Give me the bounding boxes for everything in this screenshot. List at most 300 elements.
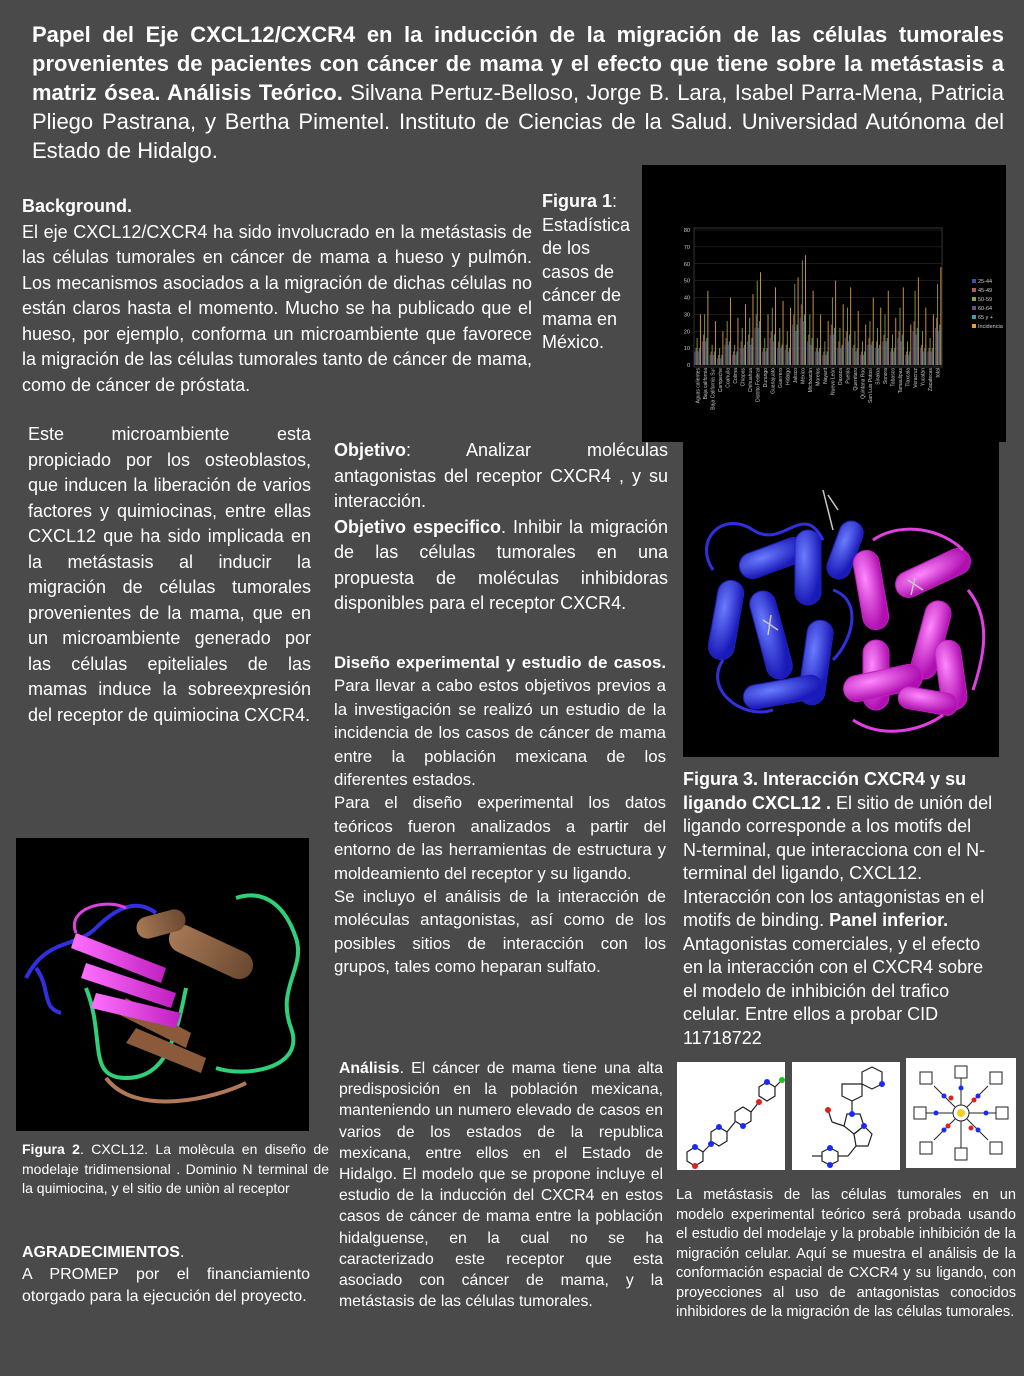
chart-bar xyxy=(885,314,886,365)
chart-bar xyxy=(838,341,839,365)
chart-bar xyxy=(809,314,810,365)
title-bold: Papel del Eje CXCL12/CXCR4 en la inducción de la migración de las células tumorales provenientes de pacientes con cáncer de mama y el efecto que tiene sobre la metástasis a matriz ósea. Análisis Teórico. xyxy=(32,22,1004,105)
chart-x-tick-label: Sinaloa xyxy=(875,368,882,385)
antagonist-structure-2 xyxy=(792,1062,900,1170)
background-paragraph-1: El eje CXCL12/CXCR4 ha sido involucrado en la metástasis de las células tumorales en cáncer de mama a hueso y pulmón. Los mecanismos asociados a la migración de dichas células no están claros hasta el momento. Mucho se ha publicado que el hueso, por ejemplo, conforma un microambiente que favorece la migración de las células tumorales tanto de cáncer de mama, como de cáncer de próstata. xyxy=(22,221,532,395)
chart-bar xyxy=(804,314,805,365)
background-heading: Background. xyxy=(22,196,133,216)
figure3-label: Figura 3. Interacción CXCR4 y su ligando CXCL12 . xyxy=(683,769,967,813)
chart-bar xyxy=(803,321,804,365)
chart-bar xyxy=(820,314,821,365)
title-authors: Silvana Pertuz-Belloso, Jorge B. Lara, Isabel Parra-Mena, Patricia Pliego Pastrana, y Bertha Pimentel. Instituto de Ciencias de la Salud. Universidad Autónoma del Estado de Hidalgo. xyxy=(32,80,1004,163)
chart-x-tick-label: Nuevo León xyxy=(830,368,837,395)
background-section xyxy=(22,194,532,398)
antagonist-structure-3 xyxy=(906,1058,1016,1168)
chart-bar xyxy=(805,255,806,365)
chart-bar xyxy=(721,355,722,365)
chart-bar xyxy=(728,345,729,365)
chart-x-tick-label: Zacatecas xyxy=(928,368,935,392)
chart-bar xyxy=(914,321,915,365)
chart-bar xyxy=(759,321,760,365)
chart-x-tick-label: Aguas calientes xyxy=(695,368,702,404)
chart-bar xyxy=(730,298,731,366)
chart-legend-label: 60-64 xyxy=(978,306,993,312)
chart-bar xyxy=(797,325,798,366)
chart-bar xyxy=(770,338,771,365)
chart-x-tick-label: Campeche xyxy=(717,368,724,393)
chart-y-tick-label: 70 xyxy=(683,244,690,251)
design-paragraph-3: Se incluyo el análisis de la interacción de moléculas antagonistas, así como de los posibles sitios de interacción con los grupos, tales como heparan sulfato. xyxy=(334,887,666,977)
chart-legend-swatch xyxy=(972,297,976,301)
chart-bar xyxy=(808,335,809,365)
chart-x-tick-label: San Luis Potosí xyxy=(868,368,875,404)
chart-x-tick-label: Durango xyxy=(762,368,769,388)
chart-bar xyxy=(816,348,817,365)
chart-x-tick-label: Guanajuato xyxy=(770,368,777,394)
molecule-1-image xyxy=(677,1062,785,1170)
objective-label: Objetivo xyxy=(334,440,407,460)
chart-legend-swatch xyxy=(972,324,976,328)
chart-bar xyxy=(908,355,909,365)
chart-bar xyxy=(801,304,802,365)
chart-bar xyxy=(704,314,705,365)
chart-bar xyxy=(839,328,840,365)
chart-bar xyxy=(762,352,763,366)
chart-bar xyxy=(833,335,834,365)
chart-bar xyxy=(780,348,781,365)
chart-y-tick-label: 10 xyxy=(683,346,690,353)
chart-bar xyxy=(880,308,881,365)
chart-bar xyxy=(815,352,816,366)
chart-bar xyxy=(930,338,931,365)
objectives-section xyxy=(334,438,668,617)
chart-bar xyxy=(832,298,833,366)
chart-x-tick-label: Tabasco xyxy=(890,368,897,387)
chart-x-tick-label: Guerrero xyxy=(777,368,784,389)
chart-bar xyxy=(763,348,764,365)
chart-bar xyxy=(937,284,938,365)
chart-bar xyxy=(871,345,872,365)
chart-bar xyxy=(864,352,865,366)
chart-bar xyxy=(824,341,825,365)
chart-bar xyxy=(738,318,739,365)
chart-x-tick-label: Distrito Federal xyxy=(755,368,762,402)
chart-legend-swatch xyxy=(972,288,976,292)
chart-x-tick-label: Querétaro xyxy=(853,368,860,391)
chart-bar xyxy=(751,338,752,365)
chart-bar xyxy=(886,341,887,365)
chart-bar xyxy=(705,341,706,365)
chart-bar xyxy=(702,341,703,365)
chart-bar xyxy=(760,272,761,365)
chart-bar xyxy=(873,298,874,366)
chart-bar xyxy=(842,345,843,365)
chart-bar xyxy=(756,314,757,365)
chart-bar xyxy=(907,341,908,365)
chart-bar xyxy=(795,331,796,365)
chart-bar xyxy=(790,308,791,365)
chart-bar xyxy=(773,341,774,365)
chart-bar xyxy=(827,352,828,366)
chart-bar xyxy=(744,345,745,365)
figure1-caption-text: : Estadística de los casos de cáncer de mama en México. xyxy=(542,191,631,352)
chart-y-tick-label: 20 xyxy=(683,329,690,336)
chart-bar xyxy=(898,331,899,365)
chart-bar xyxy=(750,345,751,365)
chart-legend-swatch xyxy=(972,306,976,310)
chart-x-tick-label: Tlaxcala xyxy=(905,368,912,387)
chart-bar xyxy=(835,281,836,365)
chart-bar xyxy=(727,321,728,365)
chart-x-tick-label: Michoacán xyxy=(807,368,814,393)
chart-bar xyxy=(878,348,879,365)
chart-bar xyxy=(823,352,824,366)
chart-bar xyxy=(849,335,850,365)
design-paragraph-1: Para llevar a cabo estos objetivos previos a la investigación se realizó un estudio de la incidencia de los casos de cáncer de mama entre la población mexicana de los diferentes estados. xyxy=(334,676,666,790)
chart-bar xyxy=(722,331,723,365)
chart-bar xyxy=(782,345,783,365)
chart-bar xyxy=(755,328,756,365)
chart-bar xyxy=(916,335,917,365)
chart-bar xyxy=(764,338,765,365)
chart-bar xyxy=(733,352,734,366)
chart-bar xyxy=(786,345,787,365)
chart-bar xyxy=(901,341,902,365)
chart-bar xyxy=(712,345,713,365)
chart-bar xyxy=(774,335,775,365)
chart-bar xyxy=(887,338,888,365)
chart-bar xyxy=(857,348,858,365)
figure2-caption-text: . CXCL12. La molècula en diseño de modelaje tridimensional . Dominio N terminal de la quimiocina, y el sitio de uniòn al receptor xyxy=(22,1141,329,1196)
chart-y-tick-label: 0 xyxy=(686,363,690,369)
chart-bar xyxy=(917,328,918,365)
chart-bar xyxy=(938,331,939,365)
chart-bar xyxy=(865,325,866,366)
chart-bar xyxy=(714,352,715,366)
chart-bar xyxy=(785,350,786,365)
figure3-caption xyxy=(683,768,995,1050)
chart-bar xyxy=(818,352,819,366)
design-section xyxy=(334,651,666,979)
chart-bar xyxy=(843,304,844,365)
chart-bar xyxy=(875,348,876,365)
chart-legend-label: 25-44 xyxy=(978,279,993,285)
poster-title xyxy=(32,20,1004,165)
chart-bar xyxy=(768,314,769,365)
chart-bar xyxy=(787,331,788,365)
chart-bar xyxy=(736,352,737,366)
chart-bar xyxy=(841,348,842,365)
chart-bar xyxy=(906,352,907,366)
chart-bar xyxy=(802,260,803,365)
chart-bar xyxy=(894,348,895,365)
chart-legend-swatch xyxy=(972,279,976,283)
chart-bar xyxy=(711,352,712,366)
specific-objective-text: . Inhibir la migración de las células tumorales en una propuesta de moléculas inhibidoras disponibles para el receptor CXCR4. xyxy=(334,516,668,613)
chart-bar xyxy=(905,355,906,365)
figure3-text-1: El sitio de unión del ligando corresponde a los motifs del N-terminal, que interacciona con el N-terminal del ligando, CXCL12. Interacción con los antagonistas en el motifs de binding. xyxy=(683,792,993,930)
chart-x-tick-label: Puebla xyxy=(845,368,852,384)
chart-bar xyxy=(846,331,847,365)
chart-bar xyxy=(879,345,880,365)
objective xyxy=(334,438,668,515)
chart-x-tick-label: Yucatán xyxy=(920,368,927,387)
chart-bar xyxy=(700,314,701,365)
chart-bar xyxy=(918,277,919,365)
chart-bar xyxy=(696,348,697,365)
acknowledgements-heading: AGRADECIMIENTOS xyxy=(22,1244,180,1261)
chart-x-tick-label: total xyxy=(935,368,942,378)
chart-bar xyxy=(860,355,861,365)
chart-bar xyxy=(788,352,789,366)
chart-bar xyxy=(848,341,849,365)
chart-bar xyxy=(792,325,793,366)
chart-bar xyxy=(771,331,772,365)
chart-y-tick-label: 30 xyxy=(683,312,690,319)
chart-bar xyxy=(729,341,730,365)
chart-bar xyxy=(710,355,711,365)
chart-bar xyxy=(876,341,877,365)
chart-bar xyxy=(932,348,933,365)
chart-bar xyxy=(800,318,801,365)
specific-objective-label: Objetivo especifico xyxy=(334,516,502,537)
conclusion-text: La metástasis de las células tumorales en un modelo experimental teórico será probada usando el estudio del modelaje y la probable inhibición de la migración celular. Aquí se muestra el análisis de la conformación espacial de CXCR4 y su ligando, con proyecciones al uso de antagonistas conocidos inhibidores de la migración de las células tumorales. xyxy=(676,1187,1016,1320)
chart-bar xyxy=(854,331,855,365)
chart-bar xyxy=(834,328,835,365)
chart-x-tick-label: Quintana Roo xyxy=(860,368,867,399)
chart-x-tick-label: México xyxy=(800,368,807,384)
chart-bar xyxy=(872,341,873,365)
chart-x-tick-label: Hidalgo xyxy=(785,368,792,385)
chart-bar xyxy=(742,328,743,365)
chart-y-tick-label: 60 xyxy=(683,261,690,268)
chart-bar xyxy=(900,308,901,365)
chart-bar xyxy=(837,348,838,365)
chart-bar xyxy=(940,267,941,365)
figure2-image xyxy=(16,838,309,1131)
chart-bar xyxy=(793,314,794,365)
chart-bar xyxy=(910,325,911,366)
molecule-3-image xyxy=(906,1058,1016,1168)
chart-bar xyxy=(923,352,924,366)
cxcr4-cxcl12-structure-image xyxy=(683,420,999,757)
acknowledgements-dot: . xyxy=(179,1244,185,1261)
chart-bar xyxy=(892,335,893,365)
chart-y-tick-label: 40 xyxy=(683,295,690,302)
chart-x-tick-label: Morelos xyxy=(815,368,822,386)
chart-bar xyxy=(706,338,707,365)
chart-bar xyxy=(883,335,884,365)
chart-y-tick-label: 50 xyxy=(683,278,690,285)
objective-text: : Analizar moléculas antagonistas del receptor CXCR4 , y su interacción. xyxy=(334,440,668,511)
chart-x-tick-label: Baja California Sur xyxy=(710,368,717,410)
chart-bar xyxy=(748,335,749,365)
chart-bar xyxy=(794,284,795,365)
chart-bar xyxy=(719,348,720,365)
acknowledgements xyxy=(22,1242,310,1308)
chart-bar xyxy=(921,345,922,365)
chart-bar xyxy=(882,341,883,365)
cxcl12-structure-image xyxy=(16,838,309,1131)
chart-bar xyxy=(813,291,814,365)
figure2-caption xyxy=(22,1140,329,1199)
chart-bar xyxy=(753,294,754,365)
chart-legend-swatch xyxy=(972,315,976,319)
chart-bar xyxy=(747,341,748,365)
chart-bar xyxy=(935,328,936,365)
chart-x-tick-label: Nayarit xyxy=(823,368,830,384)
chart-bar xyxy=(877,328,878,365)
chart-bar xyxy=(725,345,726,365)
chart-bar xyxy=(757,281,758,365)
chart-bar xyxy=(717,358,718,365)
chart-bar xyxy=(924,348,925,365)
chart-legend-label: 50-59 xyxy=(978,297,993,303)
figure3-image xyxy=(683,420,999,757)
chart-bar xyxy=(783,301,784,365)
chart-bar xyxy=(817,338,818,365)
chart-bar xyxy=(758,328,759,365)
chart-x-tick-label: Coahuila xyxy=(725,368,732,388)
chart-bar xyxy=(920,348,921,365)
chart-bar xyxy=(933,314,934,365)
chart-x-tick-label: Chiapas xyxy=(740,368,747,387)
chart-bar xyxy=(845,338,846,365)
figure3-panel-label: Panel inferior. xyxy=(829,910,949,930)
chart-bar xyxy=(826,355,827,365)
chart-y-tick-label: 80 xyxy=(683,228,690,234)
chart-legend-label: 45-49 xyxy=(978,288,993,294)
chart-bar xyxy=(822,355,823,365)
chart-bar xyxy=(765,352,766,366)
chart-x-tick-label: Chihuahua xyxy=(747,368,754,393)
chart-bar xyxy=(745,304,746,365)
chart-bar xyxy=(743,348,744,365)
chart-bar xyxy=(779,328,780,365)
chart-bar xyxy=(810,345,811,365)
chart-bar xyxy=(909,352,910,366)
chart-bar xyxy=(807,341,808,365)
design-paragraph-2: Para el diseño experimental los datos teóricos fueron analizados a partir del entorno de las herramientas de estructura y moldeamiento del receptor y su ligando. xyxy=(334,793,666,883)
chart-bar xyxy=(895,318,896,365)
chart-bar xyxy=(897,338,898,365)
chart-bar xyxy=(922,331,923,365)
chart-bar xyxy=(828,321,829,365)
chart-bar xyxy=(775,287,776,365)
chart-bar xyxy=(927,352,928,366)
chart-bar xyxy=(902,335,903,365)
figure3-text-2: Antagonistas comerciales, y el efecto en la interacción con el CXCR4 sobre el modelo de inhibición del trafico celular. Entre ellos a probar CID 11718722 xyxy=(683,933,984,1048)
design-label: Diseño experimental y estudio de casos. xyxy=(334,653,666,672)
chart-legend-label: Incidencia xyxy=(978,324,1003,330)
chart-bar xyxy=(732,355,733,365)
chart-bar xyxy=(890,352,891,366)
chart-bar xyxy=(695,352,696,366)
chart-bar xyxy=(903,287,904,365)
chart-bar xyxy=(863,355,864,365)
chart-bar xyxy=(862,341,863,365)
chart-x-tick-label: Baja california xyxy=(702,368,709,400)
chart-bar xyxy=(891,348,892,365)
chart-bar xyxy=(812,338,813,365)
chart-bar xyxy=(734,345,735,365)
figure1-caption xyxy=(542,190,642,355)
chart-bar xyxy=(741,341,742,365)
chart-bar xyxy=(798,277,799,365)
chart-bar xyxy=(772,308,773,365)
chart-bar xyxy=(888,291,889,365)
chart-bar xyxy=(707,291,708,365)
acknowledgements-text: A PROMEP por el financiamiento otorgado para la ejecución del proyecto. xyxy=(22,1266,310,1305)
chart-bar xyxy=(766,348,767,365)
chart-x-tick-label: Jalisco xyxy=(792,368,799,384)
background-paragraph-2: Este microambiente esta propiciado por los osteoblastos, que inducen la liberación de varios factores y quimiocinas, entre ellas CXCL12 que ha sido implicada en la metástasis al inducir la migración de células tumorales provenientes de la mama, que en un microambiente generado por las células epiteliales de las mamas induce la sobreexpresión del receptor de quimiocina CXCR4. xyxy=(28,424,311,725)
chart-bar xyxy=(777,348,778,365)
chart-bar xyxy=(867,345,868,365)
chart-bar xyxy=(856,352,857,366)
chart-bar xyxy=(939,325,940,366)
chart-bar xyxy=(831,325,832,366)
chart-x-tick-label: Oaxaca xyxy=(838,368,845,386)
chart-bar xyxy=(893,352,894,366)
chart-bar xyxy=(713,355,714,365)
chart-bar xyxy=(915,291,916,365)
chart-bar xyxy=(740,348,741,365)
analysis-label: Análisis xyxy=(339,1060,400,1077)
chart-bar xyxy=(735,355,736,365)
figure1-chart xyxy=(642,165,1006,442)
chart-bar xyxy=(819,348,820,365)
analysis-text: . El cáncer de mama tiene una alta predisposición en la población mexicana, manteniendo un numero elevado de casos en varios de los estados de la republica mexicana, entre ellos en el Estado de Hidalgo. El modelo que se propone incluye el estudio de la inducción del CXCR4 en estos casos de cáncer de mama entre la población hidalguense, en la cual no se ha caracterizado este receptor que esta asociado con cáncer de mama, y la metástasis de las células tumorales. xyxy=(339,1060,663,1311)
chart-bar xyxy=(868,338,869,365)
analysis-section xyxy=(339,1058,663,1312)
chart-bar xyxy=(931,352,932,366)
chart-bar xyxy=(778,341,779,365)
specific-objective xyxy=(334,515,668,617)
chart-bar xyxy=(703,335,704,365)
figure2-label: Figura 2 xyxy=(22,1141,80,1157)
chart-bar xyxy=(853,345,854,365)
chart-bar xyxy=(850,287,851,365)
chart-x-tick-label: Tamaulipas xyxy=(898,368,905,394)
chart-bar xyxy=(861,352,862,366)
chart-bar xyxy=(698,352,699,366)
chart-bar xyxy=(870,321,871,365)
chart-bar xyxy=(936,318,937,365)
figure1-chart-panel xyxy=(642,165,1006,442)
antagonist-structure-1 xyxy=(677,1062,785,1170)
chart-bar xyxy=(718,355,719,365)
chart-x-tick-label: Colima xyxy=(732,368,739,384)
chart-bar xyxy=(925,308,926,365)
chart-bar xyxy=(852,348,853,365)
chart-bar xyxy=(929,348,930,365)
figure1-label: Figura 1 xyxy=(542,191,613,211)
chart-x-tick-label: Veracruz xyxy=(913,368,920,388)
chart-bar xyxy=(912,331,913,365)
chart-bar xyxy=(720,358,721,365)
chart-x-tick-label: Sonora xyxy=(883,368,890,385)
chart-bar xyxy=(858,311,859,365)
chart-bar xyxy=(847,308,848,365)
chart-bar xyxy=(749,318,750,365)
chart-bar xyxy=(830,335,831,365)
chart-bar xyxy=(699,348,700,365)
chart-legend-label: 65 y + xyxy=(978,315,994,321)
molecule-2-image xyxy=(792,1062,900,1170)
chart-bar xyxy=(697,338,698,365)
chart-bar xyxy=(726,338,727,365)
